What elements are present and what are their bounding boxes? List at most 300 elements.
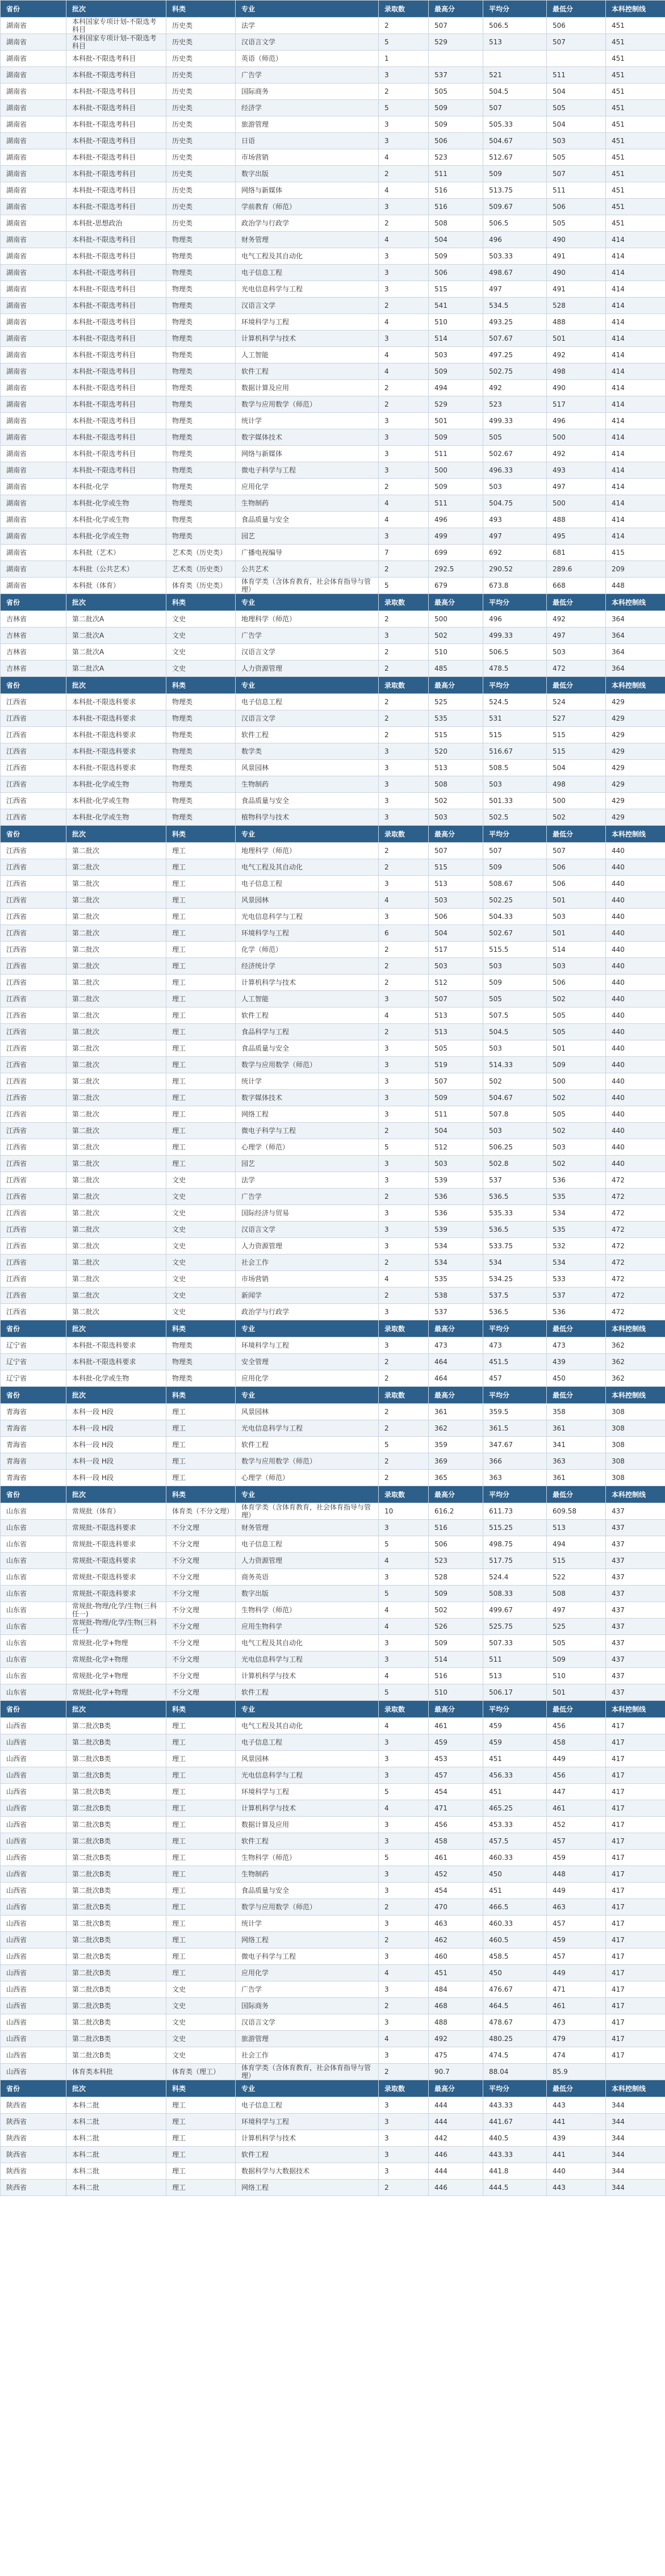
cell-control-line: 414 — [606, 446, 665, 462]
cell-avg-score: 480.25 — [483, 2031, 547, 2047]
column-header-category: 科类 — [166, 1701, 236, 1718]
cell-avg-score: 523 — [483, 396, 547, 413]
cell-batch: 第二批次B类 — [66, 1817, 166, 1833]
cell-max-score: 506 — [429, 265, 483, 281]
cell-category: 理工 — [166, 1800, 236, 1817]
cell-max-score: 475 — [429, 2047, 483, 2064]
column-header-control-line: 本科控制线 — [606, 1320, 665, 1337]
cell-province: 江西省 — [1, 975, 66, 991]
cell-min-score: 490 — [547, 232, 606, 248]
table-row — [1, 116, 665, 133]
column-header-max-score: 最高分 — [429, 826, 483, 843]
cell-batch: 本科批-不限选考科目 — [66, 363, 166, 380]
cell-major: 植物科学与技术 — [236, 809, 379, 826]
cell-major: 环境科学与工程 — [236, 1337, 379, 1354]
cell-batch: 第二批次B类 — [66, 1948, 166, 1965]
cell-batch: 本科一段 H段 — [66, 1470, 166, 1486]
cell-max-score: 90.7 — [429, 2064, 483, 2080]
cell-control-line: 362 — [606, 1354, 665, 1370]
cell-province: 江西省 — [1, 1007, 66, 1024]
cell-major: 心理学（师范） — [236, 1139, 379, 1156]
table-row — [1, 909, 665, 925]
cell-category: 理工 — [166, 1453, 236, 1470]
cell-province: 湖南省 — [1, 495, 66, 512]
column-header-control-line: 本科控制线 — [606, 677, 665, 694]
cell-control-line: 472 — [606, 1271, 665, 1287]
cell-batch: 第二批次B类 — [66, 1916, 166, 1932]
cell-max-score: 516 — [429, 182, 483, 199]
cell-batch: 第二批次B类 — [66, 1784, 166, 1800]
cell-major: 食品质量与安全 — [236, 1040, 379, 1057]
cell-category: 文史 — [166, 2031, 236, 2047]
cell-max-score: 470 — [429, 1899, 483, 1916]
cell-max-score: 513 — [429, 876, 483, 892]
cell-max-score: 534 — [429, 1238, 483, 1254]
cell-max-score: 516 — [429, 199, 483, 215]
cell-category: 物理类 — [166, 1354, 236, 1370]
cell-province: 山东省 — [1, 1635, 66, 1651]
cell-min-score: 457 — [547, 1948, 606, 1965]
cell-province: 山东省 — [1, 1619, 66, 1635]
cell-min-score: 511 — [547, 182, 606, 199]
cell-province: 陕西省 — [1, 2114, 66, 2130]
cell-avg-score: 502.75 — [483, 363, 547, 380]
cell-control-line: 414 — [606, 396, 665, 413]
cell-min-score: 509 — [547, 1057, 606, 1073]
cell-avg-score: 508.33 — [483, 1586, 547, 1602]
cell-major: 计算机科学与技术 — [236, 331, 379, 347]
cell-province: 山西省 — [1, 1734, 66, 1751]
cell-province: 山西省 — [1, 1784, 66, 1800]
cell-province: 江西省 — [1, 1222, 66, 1238]
cell-province: 湖南省 — [1, 512, 66, 528]
cell-avg-score: 517.75 — [483, 1553, 547, 1569]
cell-major: 网络工程 — [236, 1106, 379, 1123]
cell-category: 历史类 — [166, 51, 236, 67]
cell-major: 化学（师范） — [236, 942, 379, 958]
cell-control-line: 362 — [606, 1337, 665, 1354]
cell-category: 不分文理 — [166, 1569, 236, 1586]
cell-admitted: 3 — [379, 2147, 429, 2163]
cell-admitted: 2 — [379, 1123, 429, 1139]
cell-avg-score: 499.33 — [483, 628, 547, 644]
cell-control-line: 440 — [606, 958, 665, 975]
cell-category: 理工 — [166, 1833, 236, 1850]
cell-province: 山西省 — [1, 1833, 66, 1850]
cell-control-line: 451 — [606, 67, 665, 83]
cell-control-line: 417 — [606, 1817, 665, 1833]
cell-category: 理工 — [166, 1437, 236, 1453]
cell-province: 江西省 — [1, 694, 66, 710]
table-row — [1, 2031, 665, 2047]
cell-batch: 第二批次A — [66, 628, 166, 644]
cell-admitted: 4 — [379, 512, 429, 528]
cell-major: 电子信息工程 — [236, 694, 379, 710]
cell-category: 理工 — [166, 876, 236, 892]
cell-major: 人工智能 — [236, 347, 379, 363]
cell-admitted: 4 — [379, 314, 429, 331]
cell-min-score: 510 — [547, 1668, 606, 1684]
cell-major: 软件工程 — [236, 363, 379, 380]
cell-batch: 本科二批 — [66, 2114, 166, 2130]
cell-avg-score: 504.67 — [483, 133, 547, 149]
column-header-category: 科类 — [166, 826, 236, 843]
cell-admitted: 3 — [379, 1090, 429, 1106]
cell-max-score: 458 — [429, 1833, 483, 1850]
table-row — [1, 512, 665, 528]
cell-province: 山西省 — [1, 1866, 66, 1883]
cell-category: 理工 — [166, 2163, 236, 2180]
cell-control-line: 417 — [606, 1965, 665, 1981]
cell-min-score: 535 — [547, 1189, 606, 1205]
cell-category: 不分文理 — [166, 1553, 236, 1569]
column-header-min-score: 最低分 — [547, 826, 606, 843]
cell-max-score: 511 — [429, 495, 483, 512]
cell-province: 山西省 — [1, 1850, 66, 1866]
column-header-batch: 批次 — [66, 826, 166, 843]
cell-max-score: 529 — [429, 396, 483, 413]
cell-category: 理工 — [166, 2097, 236, 2114]
cell-province: 山西省 — [1, 1998, 66, 2014]
cell-avg-score: 465.25 — [483, 1800, 547, 1817]
cell-major: 应用化学 — [236, 1370, 379, 1387]
cell-control-line: 451 — [606, 51, 665, 67]
column-header-control-line: 本科控制线 — [606, 1701, 665, 1718]
cell-avg-score: 506.5 — [483, 18, 547, 34]
cell-province: 江西省 — [1, 1106, 66, 1123]
cell-max-score: 464 — [429, 1370, 483, 1387]
cell-batch: 本科批-不限选考科目 — [66, 347, 166, 363]
cell-major: 风景园林 — [236, 892, 379, 909]
cell-control-line: 429 — [606, 809, 665, 826]
cell-avg-score: 493.25 — [483, 314, 547, 331]
cell-province: 山东省 — [1, 1684, 66, 1701]
cell-province: 江西省 — [1, 1057, 66, 1073]
cell-max-score: 517 — [429, 942, 483, 958]
cell-max-score: 471 — [429, 1800, 483, 1817]
cell-batch: 第二批次 — [66, 975, 166, 991]
cell-avg-score: 504.5 — [483, 83, 547, 100]
table-row — [1, 1899, 665, 1916]
cell-avg-score: 503.33 — [483, 248, 547, 265]
cell-batch: 第二批次B类 — [66, 1718, 166, 1734]
cell-province: 陕西省 — [1, 2130, 66, 2147]
cell-control-line: 344 — [606, 2130, 665, 2147]
cell-avg-score: 505 — [483, 429, 547, 446]
cell-major: 日语 — [236, 133, 379, 149]
cell-max-score: 473 — [429, 1337, 483, 1354]
cell-category: 物理类 — [166, 495, 236, 512]
column-header-category: 科类 — [166, 1320, 236, 1337]
cell-max-score: 461 — [429, 1718, 483, 1734]
cell-min-score: 491 — [547, 281, 606, 298]
cell-major: 应用化学 — [236, 1965, 379, 1981]
cell-admitted: 3 — [379, 2130, 429, 2147]
cell-major: 旅游管理 — [236, 116, 379, 133]
cell-admitted: 3 — [379, 991, 429, 1007]
cell-control-line: 472 — [606, 1222, 665, 1238]
cell-category: 不分文理 — [166, 1651, 236, 1668]
cell-batch: 第二批次B类 — [66, 1899, 166, 1916]
cell-max-score: 451 — [429, 1965, 483, 1981]
column-header-max-score: 最高分 — [429, 2080, 483, 2097]
cell-batch: 常规批-不限选科要求 — [66, 1553, 166, 1569]
cell-control-line: 448 — [606, 578, 665, 594]
cell-min-score: 439 — [547, 2130, 606, 2147]
cell-admitted: 4 — [379, 1553, 429, 1569]
cell-batch: 第二批次B类 — [66, 2014, 166, 2031]
cell-major: 数学与应用数学（师范） — [236, 396, 379, 413]
column-header-min-score: 最低分 — [547, 1, 606, 18]
column-header-category: 科类 — [166, 677, 236, 694]
cell-province: 江西省 — [1, 793, 66, 809]
cell-avg-score: 441.67 — [483, 2114, 547, 2130]
cell-category: 物理类 — [166, 793, 236, 809]
cell-batch: 第二批次 — [66, 925, 166, 942]
cell-category: 理工 — [166, 1883, 236, 1899]
cell-admitted: 3 — [379, 1172, 429, 1189]
cell-min-score: 681 — [547, 545, 606, 561]
cell-max-score: 516 — [429, 1520, 483, 1536]
table-row — [1, 1057, 665, 1073]
cell-control-line: 437 — [606, 1586, 665, 1602]
cell-control-line: 472 — [606, 1238, 665, 1254]
cell-control-line: 472 — [606, 1205, 665, 1222]
cell-category: 历史类 — [166, 67, 236, 83]
cell-control-line: 417 — [606, 2014, 665, 2031]
cell-batch: 常规批-化学+物理 — [66, 1684, 166, 1701]
cell-avg-score: 457.5 — [483, 1833, 547, 1850]
cell-major: 汉语言文学 — [236, 2014, 379, 2031]
cell-major: 光电信息科学与工程 — [236, 909, 379, 925]
table-row — [1, 1734, 665, 1751]
table-row — [1, 1222, 665, 1238]
cell-min-score: 500 — [547, 495, 606, 512]
cell-admitted: 2 — [379, 942, 429, 958]
cell-control-line: 414 — [606, 512, 665, 528]
cell-min-score: 473 — [547, 1337, 606, 1354]
cell-major: 生物科学（师范） — [236, 1850, 379, 1866]
table-row — [1, 1932, 665, 1948]
cell-control-line: 417 — [606, 1767, 665, 1784]
cell-control-line: 429 — [606, 760, 665, 776]
cell-avg-score: 534 — [483, 1254, 547, 1271]
column-header-max-score: 最高分 — [429, 1701, 483, 1718]
cell-avg-score: 509 — [483, 975, 547, 991]
cell-avg-score: 514.33 — [483, 1057, 547, 1073]
table-row — [1, 1817, 665, 1833]
cell-min-score: 490 — [547, 380, 606, 396]
cell-min-score: 450 — [547, 1370, 606, 1387]
cell-max-score: 537 — [429, 1304, 483, 1320]
cell-batch: 第二批次B类 — [66, 1833, 166, 1850]
cell-admitted: 2 — [379, 958, 429, 975]
cell-min-score: 491 — [547, 248, 606, 265]
table-row — [1, 1040, 665, 1057]
cell-avg-score: 508.67 — [483, 876, 547, 892]
table-row — [1, 149, 665, 166]
table-row — [1, 2014, 665, 2031]
cell-category: 理工 — [166, 1817, 236, 1833]
column-header-major: 专业 — [236, 1701, 379, 1718]
cell-avg-score: 478.5 — [483, 660, 547, 677]
cell-category: 物理类 — [166, 331, 236, 347]
column-header-province: 省份 — [1, 1486, 66, 1503]
column-header-batch: 批次 — [66, 1320, 166, 1337]
cell-province: 湖南省 — [1, 232, 66, 248]
cell-min-score: 503 — [547, 958, 606, 975]
cell-max-score: 506 — [429, 909, 483, 925]
table-row — [1, 1139, 665, 1156]
table-row — [1, 298, 665, 314]
cell-admitted: 2 — [379, 1420, 429, 1437]
cell-control-line: 344 — [606, 2097, 665, 2114]
cell-batch: 第二批次B类 — [66, 2031, 166, 2047]
cell-control-line: 440 — [606, 991, 665, 1007]
cell-max-score: 508 — [429, 215, 483, 232]
cell-admitted: 3 — [379, 2097, 429, 2114]
cell-category: 物理类 — [166, 1370, 236, 1387]
cell-min-score: 501 — [547, 1684, 606, 1701]
cell-category: 文史 — [166, 2014, 236, 2031]
cell-max-score: 534 — [429, 1254, 483, 1271]
cell-avg-score: 515.5 — [483, 942, 547, 958]
cell-batch: 本科批-化学或生物 — [66, 528, 166, 545]
cell-admitted: 2 — [379, 2180, 429, 2196]
cell-avg-score: 515 — [483, 727, 547, 743]
cell-control-line: 440 — [606, 1073, 665, 1090]
column-header-category: 科类 — [166, 1486, 236, 1503]
cell-min-score: 449 — [547, 1883, 606, 1899]
cell-category: 理工 — [166, 1139, 236, 1156]
cell-avg-score: 507 — [483, 843, 547, 859]
cell-max-score: 500 — [429, 611, 483, 628]
cell-category: 理工 — [166, 942, 236, 958]
cell-control-line: 417 — [606, 1981, 665, 1998]
cell-admitted: 3 — [379, 793, 429, 809]
cell-batch: 本科批-不限选考科目 — [66, 413, 166, 429]
cell-control-line: 417 — [606, 1932, 665, 1948]
column-header-category: 科类 — [166, 1387, 236, 1404]
cell-major: 数字出版 — [236, 166, 379, 182]
column-header-major: 专业 — [236, 2080, 379, 2097]
cell-admitted: 3 — [379, 1520, 429, 1536]
cell-batch: 第二批次 — [66, 1073, 166, 1090]
table-row — [1, 1602, 665, 1619]
cell-control-line: 451 — [606, 133, 665, 149]
cell-avg-score: 502.25 — [483, 892, 547, 909]
cell-province: 山西省 — [1, 1751, 66, 1767]
cell-category: 文史 — [166, 628, 236, 644]
cell-avg-score: 290.52 — [483, 561, 547, 578]
table-row — [1, 1751, 665, 1767]
table-row — [1, 1337, 665, 1354]
cell-batch: 第二批次 — [66, 1057, 166, 1073]
column-header-batch: 批次 — [66, 1387, 166, 1404]
cell-min-score: 515 — [547, 1553, 606, 1569]
cell-max-score: 506 — [429, 1536, 483, 1553]
table-row — [1, 859, 665, 876]
cell-batch: 本科批-不限选考科目 — [66, 331, 166, 347]
cell-admitted: 4 — [379, 182, 429, 199]
table-row — [1, 166, 665, 182]
column-header-category: 科类 — [166, 2080, 236, 2097]
cell-category: 物理类 — [166, 248, 236, 265]
cell-major: 光电信息科学与工程 — [236, 1420, 379, 1437]
cell-batch: 第二批次 — [66, 1189, 166, 1205]
cell-province: 山西省 — [1, 1883, 66, 1899]
cell-batch: 常规批-化学+物理 — [66, 1635, 166, 1651]
column-header-max-score: 最高分 — [429, 594, 483, 611]
cell-avg-score: 503 — [483, 1040, 547, 1057]
cell-major: 政治学与行政学 — [236, 215, 379, 232]
cell-category: 物理类 — [166, 760, 236, 776]
cell-max-score: 510 — [429, 314, 483, 331]
cell-control-line: 451 — [606, 83, 665, 100]
table-row — [1, 1287, 665, 1304]
cell-control-line: 417 — [606, 1718, 665, 1734]
cell-batch: 第二批次 — [66, 1040, 166, 1057]
cell-province: 山东省 — [1, 1602, 66, 1619]
cell-admitted: 2 — [379, 18, 429, 34]
cell-min-score: 504 — [547, 760, 606, 776]
cell-batch: 本科二批 — [66, 2147, 166, 2163]
cell-max-score: 679 — [429, 578, 483, 594]
cell-major: 电气工程及其自动化 — [236, 1718, 379, 1734]
cell-avg-score: 503 — [483, 776, 547, 793]
cell-max-score: 509 — [429, 363, 483, 380]
cell-avg-score: 536.5 — [483, 1222, 547, 1238]
cell-category: 历史类 — [166, 199, 236, 215]
cell-major: 风景园林 — [236, 1751, 379, 1767]
cell-avg-score: 502.5 — [483, 809, 547, 826]
table-row — [1, 1304, 665, 1320]
cell-control-line: 451 — [606, 182, 665, 199]
section-header-row — [1, 1320, 665, 1337]
cell-control-line: 364 — [606, 660, 665, 677]
cell-category: 理工 — [166, 975, 236, 991]
cell-control-line: 437 — [606, 1536, 665, 1553]
cell-batch: 本科批-化学或生物 — [66, 809, 166, 826]
cell-batch: 本科一段 H段 — [66, 1404, 166, 1420]
column-header-major: 专业 — [236, 677, 379, 694]
cell-control-line: 414 — [606, 429, 665, 446]
cell-avg-score: 363 — [483, 1470, 547, 1486]
cell-major: 风景园林 — [236, 760, 379, 776]
table-row — [1, 1635, 665, 1651]
table-row — [1, 727, 665, 743]
cell-control-line: 414 — [606, 495, 665, 512]
cell-category: 理工 — [166, 1866, 236, 1883]
cell-major: 统计学 — [236, 413, 379, 429]
cell-province: 湖南省 — [1, 100, 66, 116]
cell-category: 理工 — [166, 1007, 236, 1024]
cell-batch: 本科批-化学或生物 — [66, 1370, 166, 1387]
cell-avg-score: 502.67 — [483, 925, 547, 942]
cell-max-score: 508 — [429, 776, 483, 793]
cell-min-score: 457 — [547, 1833, 606, 1850]
cell-admitted: 3 — [379, 67, 429, 83]
cell-control-line: 417 — [606, 2031, 665, 2047]
cell-category: 历史类 — [166, 149, 236, 166]
cell-min-score: 532 — [547, 1238, 606, 1254]
cell-avg-score: 505.33 — [483, 116, 547, 133]
cell-major: 光电信息科学与工程 — [236, 1651, 379, 1668]
cell-admitted: 4 — [379, 1007, 429, 1024]
cell-admitted: 3 — [379, 1238, 429, 1254]
cell-major: 数据科学与大数据技术 — [236, 2163, 379, 2180]
cell-batch: 本科批-化学或生物 — [66, 776, 166, 793]
